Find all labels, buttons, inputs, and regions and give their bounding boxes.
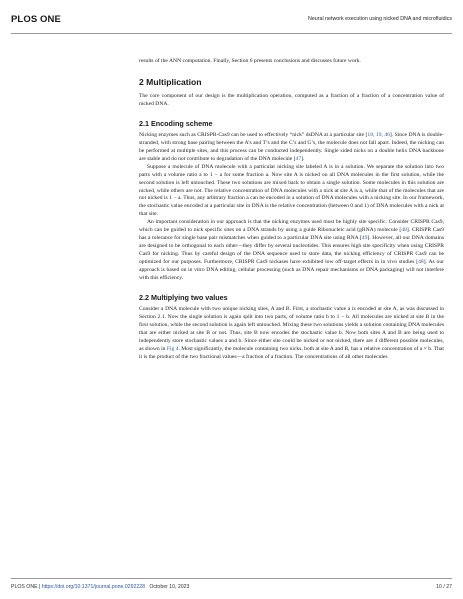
- citation-link[interactable]: 49: [361, 235, 368, 242]
- citation-link[interactable]: 19: [375, 131, 382, 138]
- citation-link[interactable]: 47: [295, 155, 302, 162]
- citation-link[interactable]: 46: [384, 131, 390, 138]
- footer-rule: [11, 578, 452, 579]
- figure-link[interactable]: Fig 4: [166, 345, 179, 352]
- journal-name: PLOS ONE: [11, 14, 61, 25]
- citation-link[interactable]: 48: [418, 259, 424, 266]
- encoding-paragraph-3: An important consideration in our approach is that the nicking enzymes used must be highly site specific. Consider CRISPR Cas9, which can be guided to nick specific sites on a DNA strands by using a guide Ribonucleic acid (gRNA) molecule [48]. CRISPR Cas9 has a tolerance for single base pair mismatches when guided to a particular DNA site using RNA [49]. However, all our DNA domains are designed to be orthogonal to each other—they differ by several nucleotides. This ensures high site specificity when using CRISPR Cas9 for nicking. Thus by careful design of the DNA sequence used to store data, the nicking efficiency of CRISPR Cas9 can be optimized for our purposes. Furthermore, CRISPR Cas9 nickases have exhibited low off-target effects in in vivo studies [48]. As our approach is based on in vitro DNA editing, cellular processing (such as DNA repair mechanisms or DNA packaging) will not interfere with this efficiency.: [139, 219, 444, 282]
- doi-link[interactable]: https://doi.org/10.1371/journal.pone.0292228: [41, 584, 146, 590]
- footer-journal: PLOS ONE: [11, 584, 38, 590]
- page-number: 10 / 27: [436, 584, 452, 590]
- citation-link[interactable]: 18: [367, 131, 373, 138]
- section-2-heading: 2 Multiplication: [139, 76, 202, 87]
- section-2-2-heading: 2.2 Multiplying two values: [139, 292, 228, 302]
- page-header: [11, 14, 452, 28]
- page-footer: PLOS ONE | https://doi.org/10.1371/journal.pone.0292228 October 10, 2023 10 / 27: [11, 584, 452, 590]
- citation-link[interactable]: 48: [401, 227, 407, 234]
- multiplying-paragraph: Consider a DNA molecule with two unique nicking sites, A and B. First, a stochastic value a is encoded at site A, as was discussed in Section 2.1. Now the single solution is again split into two parts, of volume ratio b to 1 − b. All molecules are nicked at site B in the first solution, while the second solution is again left untouched. Mixing these two solutions yields a solution containing DNA molecules that are either nicked at site B or not. Thus, site B now encodes the stochastic value b. Now both sites A and B are being used to independently store stochastic values a and b. Since either site could be nicked or not nicked, there are 4 different possible molecules, as shown in Fig 4. Most significantly, the molecule containing two nicks, both at site A and B, has a relative concentration of a × b. That it is the product of the two fractional values—a fraction of a fraction. The concentrations of all other molecules: [139, 305, 444, 360]
- header-rule: [11, 33, 452, 34]
- section-2-paragraph: The core component of our design is the multiplication operation, computed as a fraction of a fraction of a concentration value of nicked DNA.: [139, 92, 444, 107]
- running-title: Neural network execution using nicked DNA and microfluidics: [308, 16, 452, 22]
- encoding-paragraph-1: Nicking enzymes such as CRISPR-Cas9 can be used to effectively “nick” dsDNA at a particular site [18, 19, 46]. Since DNA is double-stranded, with strong base pairing between the A’s and T’s and the C’s and G’s, the molecule does not fall apart. Indeed, the nicking can be performed at multiple sites, and this process can be conducted independently. Single sided nicks on a double helix DNA backbone are stable and do not contribute to degradation of the DNA molecule [47].: [139, 131, 445, 162]
- publication-date: October 10, 2023: [149, 584, 190, 590]
- section-2-1-heading: 2.1 Encoding scheme: [139, 118, 213, 128]
- encoding-paragraph-2: Suppose a molecule of DNA molecule with a particular nicking site labeled A is in a solution. We separate the solution into two parts with a volume ratio a to 1 − a for some fraction a. Now site A is nicked on all DNA molecules in the first solution, while the second solution is left untouched. These two solutions are mixed back to obtain a single solution. Some molecules in this solution are nicked, while others are not. The relative concentration of DNA molecules with a nick at site A is a, while that of the molecules that are not nicked is 1 − a. Thus, any arbitrary fraction a can be encoded in a solution of DNA molecules with a nicking site. In our framework, the stochastic value encoded at a particular site in DNA is the relative concentration (between 0 and 1) of DNA molecules with a nick at that site.: [139, 163, 444, 218]
- intro-paragraph: results of the ANN computation. Finally, Section 6 presents conclusions and discusses future work.: [139, 58, 361, 64]
- article-body: [139, 58, 444, 362]
